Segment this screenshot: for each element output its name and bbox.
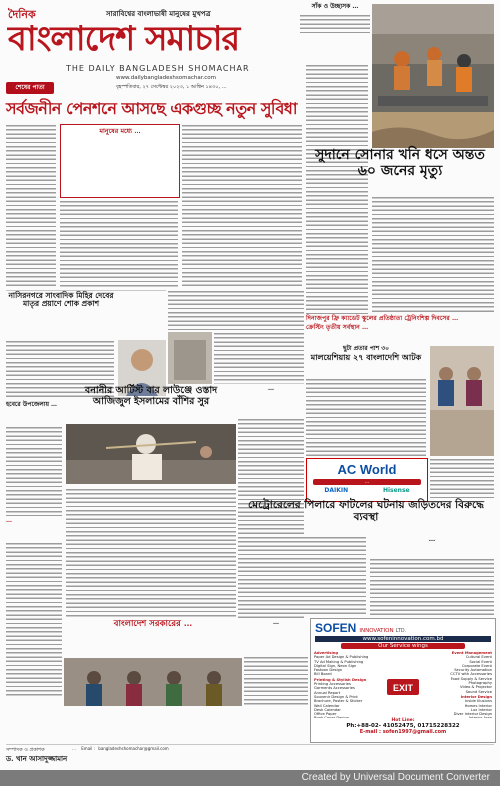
mid-headline-2: মালয়েশিয়ায় ২৭ বাংলাদেশি আটক [310,351,422,362]
ac-world-ad[interactable] [306,458,428,502]
masthead-title: বাংলাদেশ সমাচার [8,19,240,59]
mid-center-headline-box [306,346,426,376]
sofen-website: www.sofeninnovation.com.bd [315,636,491,642]
building-photo [168,332,212,384]
sofen-ad[interactable] [310,618,496,720]
flute-player-photo [66,424,236,484]
section-tag [6,82,54,94]
metro-text [238,536,366,616]
metro-headline: মেট্রোরেলের পিলারে ফাটলের ঘটনায় জড়িতদের বিরুদ্ধে ব্যবস্থা [248,499,484,523]
sofen-printing-item: Garments Accessories [314,686,355,691]
left-bottom-headline: … [6,517,12,524]
sofen-event-item: Sound Service [465,689,492,694]
divider [6,744,494,745]
lead-boxed-quote-text: মানুষের মধ্যে … [99,127,141,135]
sofen-event-item: CCTV with Accessories [450,672,492,677]
editor-address: … [72,746,76,751]
sofen-event-item: Food Supply & Service [450,676,492,681]
top-right-teaser [300,4,370,62]
left-sub-headline: হবেরে উপজেলায় … [6,401,58,408]
lead-headline-box [6,100,302,122]
mine-photo [372,112,494,148]
sofen-interior-item: Homes Interior [464,703,492,708]
sofen-event-item: Photography [468,681,492,686]
sofen-event-item: Corporate Event [461,663,492,668]
section-tag-label: শেষের পাতা [15,84,45,91]
sofen-event-title: Event Management [451,651,492,655]
sofen-advertising-item: Paper Ad Design & Publishing [314,655,369,660]
watermark-text: Created by Universal Document Converter [301,772,490,783]
top-right-photo [372,4,494,112]
exit-sign-icon [385,673,421,703]
sofen-event-item: Security Automation [454,668,492,673]
editor-email-label: Email : [81,746,95,751]
centre-story-text [214,332,304,384]
sofen-advertising-title: Advertising [314,651,338,655]
sudan-headline: সুদানে সোনার খনি ধসে অন্তত ৬০ জনের মৃত্যু [315,147,485,179]
editor-email: bangladeshshomachar@gmail.com [98,746,169,751]
left-column-text-2 [6,426,62,516]
sofen-brand-sub: INNOVATION [359,628,394,634]
event-headline: … [273,619,279,626]
lead-column-3 [182,124,302,289]
left-headline-box [6,292,116,338]
centre-headline-box [66,386,236,422]
sofen-hotline-label: Hot Line: [391,718,415,723]
editor-name: ড. খান আসাদুজ্জামান [6,754,68,763]
bottom-photo [64,658,242,706]
right-text [370,558,494,616]
mid-headline-1: ছুটা প্রতার পাশ ৩০ [342,345,390,352]
sofen-printing-item: Wall Calendar [314,703,340,708]
masthead-tagline: সারাবিশ্বের বাংলাভাষী মানুষের মুখপত্র [106,10,211,18]
masthead-english-title: THE DAILY BANGLADESH SHOMACHAR [66,64,250,73]
sofen-printing-item: Annual Report [314,690,341,695]
left-bottom-headline-box [6,518,62,540]
red-banner-line1: দিনাজপুর ফ্রি ক্যাডেট স্কুলের প্রতিষ্ঠাতা ট্রেনিংশিল্প দিবসের … [306,315,459,322]
converter-watermark [0,770,500,786]
sofen-phone: Ph:+88-02- 41052475, 01715228322 [346,723,460,729]
event-headline-box [244,620,308,654]
teaser-text [300,14,370,36]
sofen-brand: SOFEN [315,621,357,635]
bottom-headline-box [64,620,242,656]
sofen-advertising-item: Bill Board [314,672,332,677]
sofen-advertising-item: Fastoon Design [314,668,343,673]
sudan-photo [372,112,494,148]
mid-center-text [306,378,426,456]
sofen-interior-title: Interior Design [460,694,492,699]
hall-photo [64,658,242,706]
sofen-printing-item: Brochure, Poster & Sticker [314,699,363,704]
red-banner-line2: ক্রেস্টিং তৃতীয় সর্বস্থান … [306,323,369,331]
rescue-photo [372,4,494,112]
lead-headline: সর্বজনীন পেনশনে আসছে একগুচ্ছ নতুন সুবিধা [6,99,297,118]
sofen-logo [311,619,495,635]
right-headline-box [370,536,494,556]
masthead-prefix: দৈনিক [8,8,36,21]
right-column-photo [430,346,494,456]
musician-photo [66,424,236,484]
sudan-headline-box [306,148,494,194]
sofen-advertising-item: TV Ad Making & Publishing [314,659,364,664]
sofen-interior-item: Inside Illusions [464,699,492,704]
teaser-headline: সাঁক ও উচ্ছাসক … [311,3,359,10]
masthead-website[interactable]: www.dailybangladeshsomachar.com [116,75,216,81]
right-column-text [430,458,494,500]
ac-brand-daikin: DAIKIN [324,487,349,494]
ac-world-name: AC World [337,462,397,477]
sofen-advertising-item: Digital Sign, Neon Sign [314,663,357,668]
sofen-printing-item: Printing Accessories [314,682,351,687]
masthead [6,4,298,100]
sofen-footer [310,718,496,743]
centre-side-headline-box [238,386,304,416]
event-text [244,656,308,706]
sofen-exit-graphic [383,651,423,725]
centre-columns [66,488,236,618]
sofen-interior-item: Diver Interior Design [453,712,492,717]
left-subhead-box [6,402,62,424]
editor-address-block [72,746,494,768]
centre-story-text-top [168,290,304,330]
centre-side-headline: … [268,385,274,392]
sofen-printing-item: Souvenir Design & Print [314,694,358,699]
sofen-brand-suffix: LTD. [395,628,407,634]
sudan-text [372,196,494,314]
sofen-printing-title: Printing & Stylish Design [314,677,367,682]
svg-text:EXIT: EXIT [392,683,414,694]
centre-photo [168,332,212,384]
sofen-event-item: Video & Projector [460,685,492,690]
group-photo [430,346,494,456]
sofen-event-item: Social Event [469,659,492,664]
editor-label: সম্পাদক ও প্রকাশক [6,747,45,753]
red-banner [306,316,494,344]
metro-headline-box [238,500,494,534]
sofen-printing-item: Office Paper [314,712,337,717]
right-headline: … [428,535,436,543]
lead-column-1 [6,124,56,289]
left-headline: নাসিরনগরে সাংবাদিক মিহির দেবের মাতৃর প্রয়াণে শোক প্রকাশ [8,291,114,309]
bottom-headline: বাংলাদেশ সরকারের … [113,619,193,629]
sofen-event-item: Cultural Event [465,655,492,660]
ac-world-sub: … [313,479,421,485]
sofen-email: E-mail : sofen1997@gmail.com [359,729,447,735]
centre-headline: বনানীর আর্টিস্ট বার লাউঞ্জে ওস্তাদ আজিজুল ইসলামের বাঁশির সুর [84,385,218,407]
ac-brand-hisense: Hisense [382,487,410,494]
sofen-service-header: Our Service wings [341,643,465,649]
left-column-text-3 [6,542,62,698]
sofen-interior-item: Lux Interior [470,707,492,712]
editor-block [6,747,68,767]
sofen-printing-item: Desk Calendar [314,707,341,712]
lead-column-2 [60,200,178,288]
masthead-date-line: বৃহস্পতিবার, ২৭ সেপ্টেম্বর ২০২৩, ১ আশ্বিন ১৪৩০, … [116,84,227,90]
lead-boxed-quote [60,124,180,198]
